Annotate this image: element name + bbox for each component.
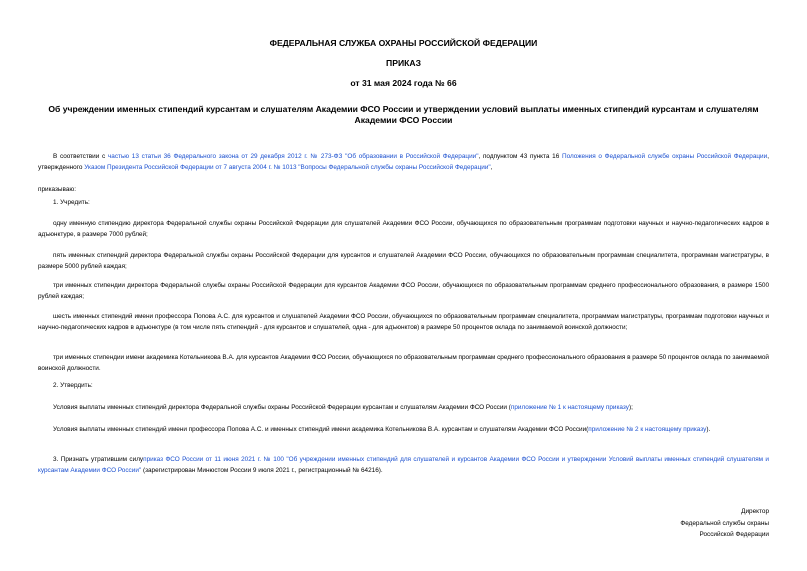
stipend-item-5: три именных стипендии имени академика Котельникова В.А. для курсантов Академии ФСО России, обучающихся по образовательным программам среднего профессионального образования в размере 50 процентов оклада по занимаемой воинской должности. [38,354,769,372]
conditions-text: ); [628,404,633,411]
law-link[interactable]: частью 13 статьи 36 Федерального закона от 29 декабря 2012 г. № 273-ФЗ "Об образовании в Российской Федерации" [107,153,479,160]
conditions-item-2 [38,424,769,435]
stipend-item-2: пять именных стипендий директора Федеральной службы охраны Российской Федерации для курсантов и слушателей Академии ФСО России, обучающихся по образовательным программам специалитета, программам магистратуры, в размере 5000 рублей каждая; [38,252,769,270]
item-1-heading: 1. Учредить: [53,199,90,206]
order-word: приказываю: [38,186,76,193]
item-3-text: 3. Признать утратившим силу [53,456,144,463]
item-3-text: (зарегистрирован Минюстом России 9 июля 2021 г., регистрационный № 64216). [141,467,383,474]
stipend-item-1: одну именную стипендию директора Федеральной службы охраны Российской Федерации для слушателей Академии ФСО России, обучающихся по образовательным программам подготовки научных и научно-педагогических кадров в адъюнктуре, в размере 7000 рублей; [38,220,769,238]
agency-heading: ФЕДЕРАЛЬНАЯ СЛУЖБА ОХРАНЫ РОССИЙСКОЙ ФЕДЕРАЦИИ [269,38,538,48]
conditions-item-1 [38,402,769,413]
preamble-text: , [490,164,493,171]
appendix-2-link[interactable]: приложение № 2 к настоящему приказу [588,426,707,433]
conditions-text: Условия выплаты именных стипендий директора Федеральной службы охраны Российской Федерации курсантам и слушателям Академии ФСО России ( [53,404,511,411]
document-title: Об учреждении именных стипендий курсантам и слушателям Академии ФСО России и утверждении условий выплаты именных стипендий курсантам и слушателям Академии ФСО России [48,104,759,125]
preamble-text: , подпунктом 43 пункта 16 [478,153,562,160]
repealed-order-link[interactable]: приказ ФСО России от 11 июня 2021 г. № 100 "Об учреждении именных стипендий для слушателей и курсантов Академии ФСО России и утверждении Условий выплаты именных стипендий слушателям и курсантам Академии ФСО России" [38,456,770,474]
stipend-item-4: шесть именных стипендий имени профессора Попова А.С. для курсантов и слушателей Академии ФСО России, обучающихся по образовательным программам специалитета, программам магистратуры, программам подготовки научных и научно-педагогических кадров в адъюнктуре (в том числе пять стипендий - для курсантов и слушателей, одна - для адъюнктов) в размере 50 процентов оклада по занимаемой воинской должности; [38,313,769,331]
date-number: от 31 мая 2024 года № 66 [350,78,457,88]
signature-line: Российской Федерации [699,531,769,538]
stipend-item-3: три именных стипендии директора Федеральной службы охраны Российской Федерации для курсантов Академии ФСО России, обучающихся по образовательным программам среднего профессионального образования, в размере 1500 рублей каждая; [38,282,769,300]
signature-line: Директор [741,508,769,515]
conditions-text: ). [706,426,711,433]
preamble-text: , утвержденного [38,153,769,171]
item-3-paragraph [38,454,769,476]
doc-type-heading: ПРИКАЗ [386,58,421,68]
appendix-1-link[interactable]: приложение № 1 к настоящему приказу [510,404,629,411]
decree-link[interactable]: Указом Президента Российской Федерации от 7 августа 2004 г. № 1013 "Вопросы Федеральной службы охраны Российской Федерации" [84,164,491,171]
conditions-text: Условия выплаты именных стипендий имени профессора Попова А.С. и именных стипендий имени академика Котельникова В.А. курсантам и слушателям Академии ФСО России( [53,426,589,433]
signature-line: Федеральной службы охраны [680,519,769,527]
item-2-heading: 2. Утвердить: [53,382,93,389]
preamble-text: В соответствии с [53,153,108,160]
regulation-link[interactable]: Положения о Федеральной службе охраны Российской Федерации [561,153,768,160]
signature-block [589,506,769,541]
preamble-paragraph [38,151,769,173]
